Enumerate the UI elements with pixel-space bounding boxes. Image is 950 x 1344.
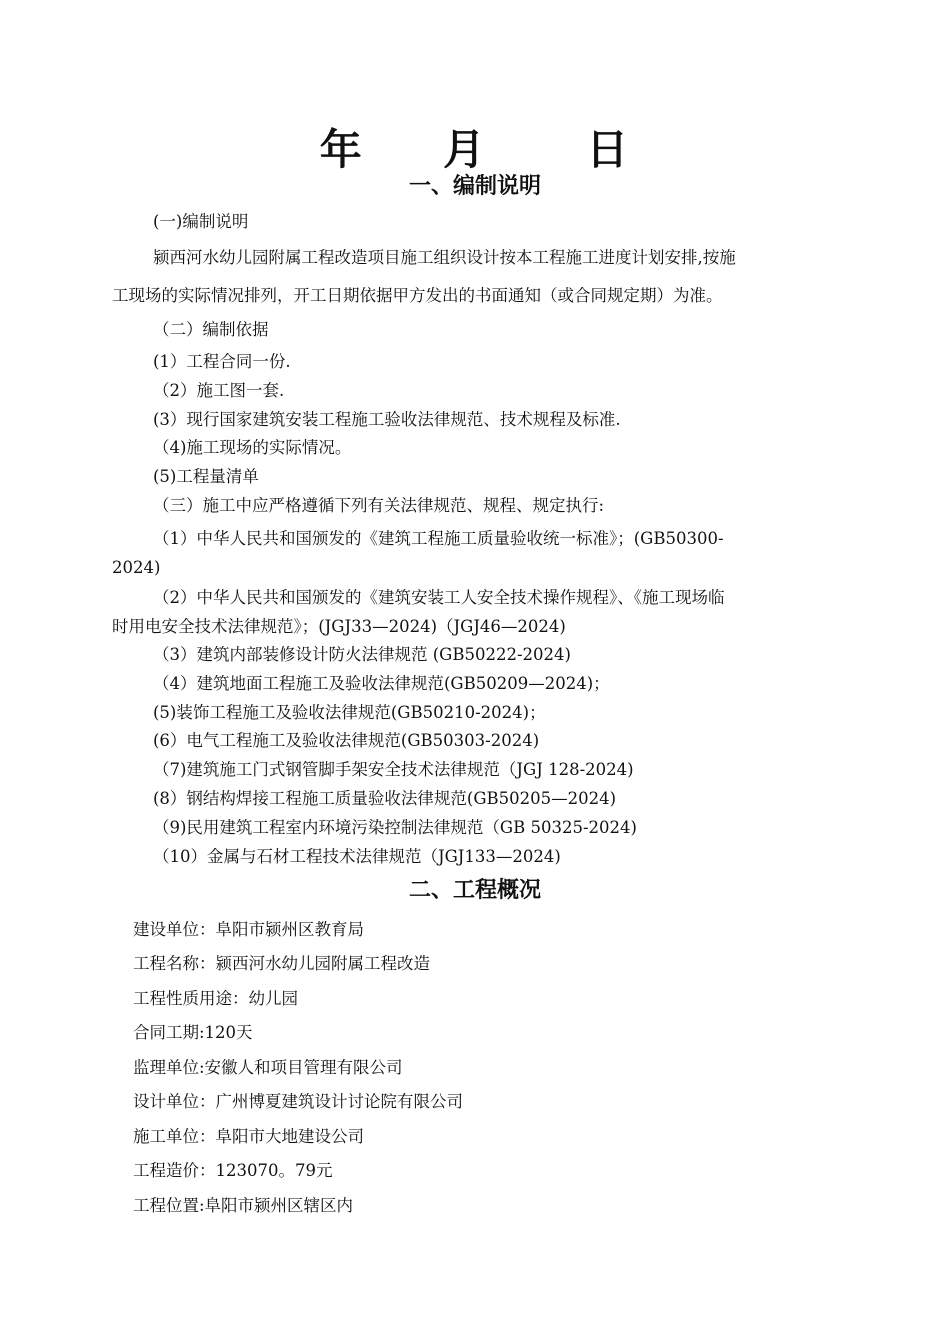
- overview-item: 工程造价：123070。79元: [133, 1161, 333, 1180]
- regulation-item: （7)建筑施工门式钢管脚手架安全技术法律规范（JGJ 128-2024): [153, 760, 634, 779]
- sub-heading-1: (一)编制说明: [153, 212, 249, 231]
- basis-item: （4)施工现场的实际情况。: [153, 438, 352, 457]
- regulation-2-line2: 时用电安全技术法律规范》；(JGJ33—2024)（JGJ46—2024): [112, 617, 566, 636]
- overview-item: 合同工期:120天: [133, 1023, 253, 1042]
- regulation-item: (8）钢结构焊接工程施工质量验收法律规范(GB50205—2024): [153, 789, 617, 808]
- regulation-item: （4）建筑地面工程施工及验收法律规范(GB50209—2024)；: [153, 674, 610, 693]
- regulation-item: （9)民用建筑工程室内环境污染控制法律规范（GB 50325-2024): [153, 818, 637, 837]
- overview-item: 建设单位：阜阳市颍州区教育局: [133, 920, 364, 939]
- para1-line1: 颍西河水幼儿园附属工程改造项目施工组织设计按本工程施工进度计划安排,按施: [153, 248, 736, 267]
- basis-item: (1）工程合同一份.: [153, 352, 291, 371]
- regulation-item: （10）金属与石材工程技术法律规范（JGJ133—2024): [153, 847, 561, 866]
- basis-item: (5)工程量清单: [153, 467, 259, 486]
- basis-item: (3）现行国家建筑安装工程施工验收法律规范、技术规程及标准.: [153, 410, 621, 429]
- sub-heading-3: （三）施工中应严格遵循下列有关法律规范、规程、规定执行:: [153, 496, 605, 515]
- overview-item: 设计单位：广州博夏建筑设计讨论院有限公司: [133, 1092, 463, 1111]
- overview-item: 施工单位：阜阳市大地建设公司: [133, 1127, 364, 1146]
- date-line: [0, 124, 950, 176]
- regulation-2-line1: （2）中华人民共和国颁发的《建筑安装工人安全技术操作规程》、《施工现场临: [153, 588, 725, 607]
- sub-heading-2: （二）编制依据: [153, 320, 269, 339]
- regulation-item: (6）电气工程施工及验收法律规范(GB50303-2024): [153, 731, 540, 750]
- regulation-1-line2: 2024): [112, 558, 161, 577]
- para1-line2: 工现场的实际情况排列，开工日期依据甲方发出的书面通知（或合同规定期）为准。: [112, 286, 723, 305]
- regulation-item: (5)装饰工程施工及验收法律规范(GB50210-2024)；: [153, 703, 546, 722]
- basis-item: （2）施工图一套.: [153, 381, 285, 400]
- date-month: 月: [442, 125, 487, 174]
- regulation-1-line1: （1）中华人民共和国颁发的《建筑工程施工质量验收统一标准》；(GB50300-: [153, 529, 724, 548]
- overview-item: 监理单位:安徽人和项目管理有限公司: [133, 1058, 403, 1077]
- overview-item: 工程位置:阜阳市颍州区辖区内: [133, 1196, 354, 1215]
- date-year: 年: [319, 125, 364, 174]
- overview-item: 工程名称：颍西河水幼儿园附属工程改造: [133, 954, 430, 973]
- section1-title: 一、编制说明: [408, 174, 541, 199]
- overview-item: 工程性质用途：幼儿园: [133, 989, 298, 1008]
- section2-title: 二、工程概况: [408, 878, 541, 903]
- date-day: 日: [586, 125, 631, 174]
- regulation-item: （3）建筑内部装修设计防火法律规范 (GB50222-2024): [153, 645, 571, 664]
